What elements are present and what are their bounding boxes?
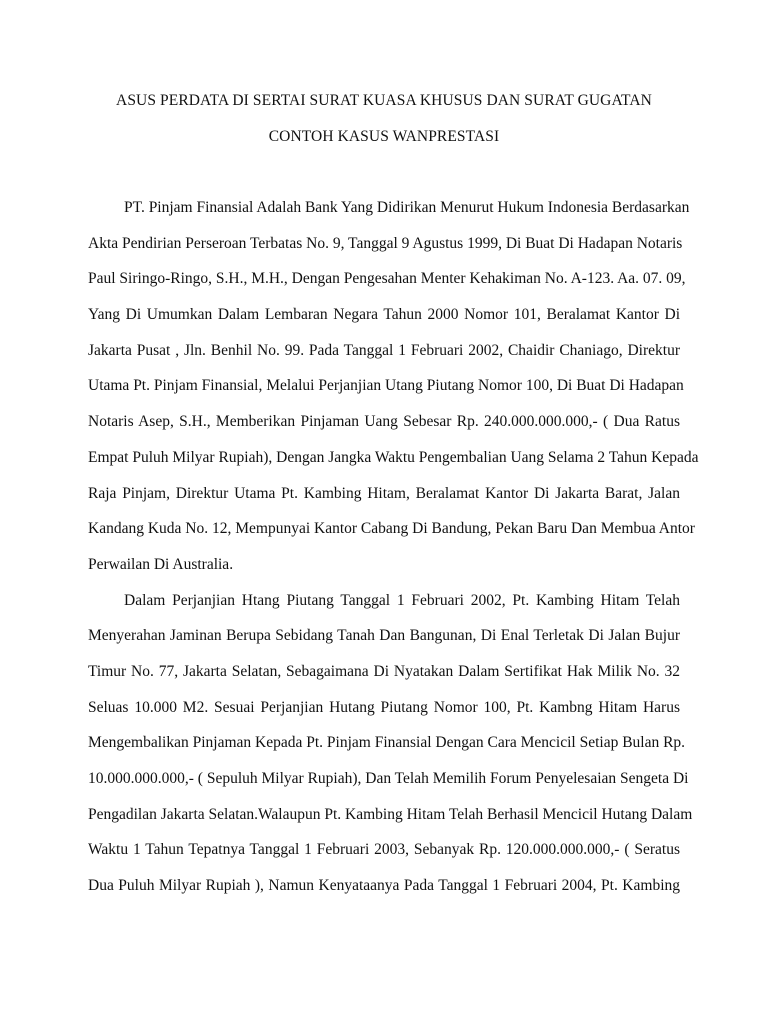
text-line: Timur No. 77, Jakarta Selatan, Sebagaimana Di Nyatakan Dalam Sertifikat Hak Milik No. 32 [88,662,680,680]
text-line: Mengembalikan Pinjaman Kepada Pt. Pinjam Finansial Dengan Cara Mencicil Setiap Bulan Rp. [88,734,686,752]
text-line: Dalam Perjanjian Htang Piutang Tanggal 1 Februari 2002, Pt. Kambing Hitam Telah [124,591,680,609]
document-subtitle: CONTOH KASUS WANPRESTASI [268,128,500,145]
text-line: Raja Pinjam, Direktur Utama Pt. Kambing Hitam, Beralamat Kantor Di Jakarta Barat, Jalan [88,484,680,502]
text-line: Dua Puluh Milyar Rupiah ), Namun Kenyataanya Pada Tanggal 1 Februari 2004, Pt. Kambing [88,877,680,895]
text-line: Paul Siringo-Ringo, S.H., M.H., Dengan Pengesahan Menter Kehakiman No. A-123. Aa. 07. 09, [88,270,686,288]
text-line: Perwailan Di Australia. [88,555,234,573]
text-line: Empat Puluh Milyar Rupiah), Dengan Jangka Waktu Pengembalian Uang Selama 2 Tahun Kepada [88,448,699,466]
text-line: Menyerahan Jaminan Berupa Sebidang Tanah Dan Bangunan, Di Enal Terletak Di Jalan Bujur [88,627,680,645]
document-body [88,190,699,904]
text-line: Kandang Kuda No. 12, Mempunyai Kantor Cabang Di Bandung, Pekan Baru Dan Membua Antor [88,520,695,538]
document-title: ASUS PERDATA DI SERTAI SURAT KUASA KHUSUS DAN SURAT GUGATAN [116,92,652,109]
paragraph-2 [88,583,693,904]
text-line: Jakarta Pusat , Jln. Benhil No. 99. Pada Tanggal 1 Februari 2002, Chaidir Chaniago, Direktur [88,341,680,359]
text-line: Yang Di Umumkan Dalam Lembaran Negara Tahun 2000 Nomor 101, Beralamat Kantor Di [88,306,680,324]
paragraph-1 [88,190,699,583]
text-line: Waktu 1 Tahun Tepatnya Tanggal 1 Februari 2003, Sebanyak Rp. 120.000.000.000,- ( Seratus [88,841,680,859]
text-line: PT. Pinjam Finansial Adalah Bank Yang Didirikan Menurut Hukum Indonesia Berdasarkan [124,199,690,216]
text-line: Pengadilan Jakarta Selatan.Walaupun Pt. Kambing Hitam Telah Berhasil Mencicil Hutang Dalam [88,805,693,823]
text-line: Utama Pt. Pinjam Finansial, Melalui Perjanjian Utang Piutang Nomor 100, Di Buat Di Hadapan [88,377,684,395]
text-line: Seluas 10.000 M2. Sesuai Perjanjian Hutang Piutang Nomor 100, Pt. Kambng Hitam Harus [88,698,680,716]
text-line: Akta Pendirian Perseroan Terbatas No. 9, Tanggal 9 Agustus 1999, Di Buat Di Hadapan Notaris [88,234,683,252]
text-line: 10.000.000.000,- ( Sepuluh Milyar Rupiah), Dan Telah Memilih Forum Penyelesaian Sengeta Di [88,770,689,787]
text-line: Notaris Asep, S.H., Memberikan Pinjaman Uang Sebesar Rp. 240.000.000.000,- ( Dua Ratus [88,413,680,431]
